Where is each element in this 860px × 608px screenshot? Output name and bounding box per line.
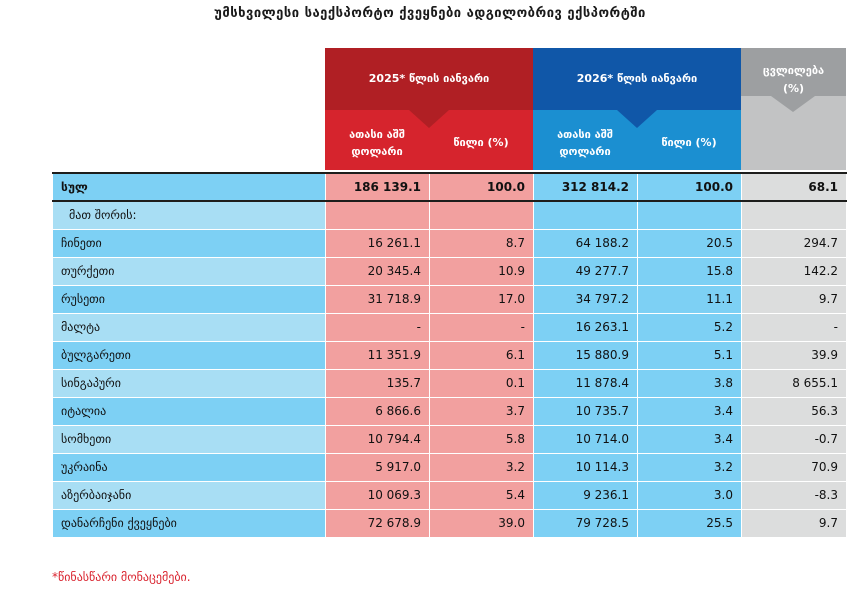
share-2025: 8.7	[430, 229, 534, 257]
table-row	[53, 229, 847, 257]
header-2025-share-col: წილი (%)	[453, 136, 509, 149]
table-row	[53, 201, 847, 229]
total-row	[53, 173, 847, 201]
table-row	[53, 257, 847, 285]
value-2026: 34 797.2	[534, 285, 638, 313]
value-2025: 11 351.9	[326, 341, 430, 369]
change-percent: 142.2	[742, 257, 847, 285]
share-2026: 3.4	[638, 397, 742, 425]
value-2026: 9 236.1	[534, 481, 638, 509]
share-2025: 5.4	[430, 481, 534, 509]
value-2026: 79 728.5	[534, 509, 638, 537]
share-2025	[430, 201, 534, 229]
row-label: უკრაინა	[53, 453, 326, 481]
value-2026: 312 814.2	[534, 173, 638, 201]
share-2026: 3.2	[638, 453, 742, 481]
value-2026: 64 188.2	[534, 229, 638, 257]
row-label: იტალია	[53, 397, 326, 425]
row-label: ბულგარეთი	[53, 341, 326, 369]
header-change	[741, 48, 846, 170]
row-label: სინგაპური	[53, 369, 326, 397]
share-2026: 25.5	[638, 509, 742, 537]
change-percent: 70.9	[742, 453, 847, 481]
row-label: თურქეთი	[53, 257, 326, 285]
table-row	[53, 369, 847, 397]
share-2026: 5.2	[638, 313, 742, 341]
header-2025	[325, 48, 533, 170]
row-label: აზერბაიჯანი	[53, 481, 326, 509]
value-2026: 10 114.3	[534, 453, 638, 481]
value-2025: 6 866.6	[326, 397, 430, 425]
value-2026: 11 878.4	[534, 369, 638, 397]
share-2026: 100.0	[638, 173, 742, 201]
footnote: *წინასწარი მონაცემები.	[52, 570, 191, 584]
change-percent	[742, 201, 847, 229]
change-percent: -0.7	[742, 425, 847, 453]
share-2025: -	[430, 313, 534, 341]
share-2025: 3.7	[430, 397, 534, 425]
change-percent: 9.7	[742, 285, 847, 313]
table-row	[53, 341, 847, 369]
table-row	[53, 453, 847, 481]
share-2025: 5.8	[430, 425, 534, 453]
row-label: სომხეთი	[53, 425, 326, 453]
header-2025-value-col: ათასი აშშ დოლარი	[349, 128, 405, 158]
table-row	[53, 313, 847, 341]
value-2025	[326, 201, 430, 229]
share-2025: 100.0	[430, 173, 534, 201]
header-2026-share-col: წილი (%)	[661, 136, 717, 149]
export-table	[52, 172, 847, 538]
value-2026: 49 277.7	[534, 257, 638, 285]
header-2026-label: 2026* წლის იანვარი	[576, 72, 698, 85]
row-label: დანარჩენი ქვეყნები	[53, 509, 326, 537]
table-row	[53, 425, 847, 453]
value-2026: 16 263.1	[534, 313, 638, 341]
share-2025: 3.2	[430, 453, 534, 481]
change-percent: 294.7	[742, 229, 847, 257]
change-percent: 68.1	[742, 173, 847, 201]
row-label: მალტა	[53, 313, 326, 341]
value-2026	[534, 201, 638, 229]
table-row	[53, 397, 847, 425]
share-2026: 11.1	[638, 285, 742, 313]
value-2025: 5 917.0	[326, 453, 430, 481]
table-title: უმსხვილესი საექსპორტო ქვეყნები ადგილობრივ ექსპორტში	[214, 6, 646, 21]
value-2025: 10 069.3	[326, 481, 430, 509]
table-row	[53, 285, 847, 313]
share-2025: 17.0	[430, 285, 534, 313]
change-percent: -8.3	[742, 481, 847, 509]
value-2026: 10 735.7	[534, 397, 638, 425]
value-2026: 15 880.9	[534, 341, 638, 369]
share-2025: 10.9	[430, 257, 534, 285]
header-2026	[533, 48, 741, 170]
share-2026: 5.1	[638, 341, 742, 369]
value-2025: 16 261.1	[326, 229, 430, 257]
table-row	[53, 481, 847, 509]
share-2026: 20.5	[638, 229, 742, 257]
share-2026: 15.8	[638, 257, 742, 285]
value-2025: -	[326, 313, 430, 341]
change-percent: -	[742, 313, 847, 341]
share-2026	[638, 201, 742, 229]
row-label: სულ	[53, 173, 326, 201]
header-change-label: ცვლილება (%)	[762, 64, 825, 95]
table-row	[53, 509, 847, 537]
value-2025: 10 794.4	[326, 425, 430, 453]
change-percent: 8 655.1	[742, 369, 847, 397]
change-percent: 56.3	[742, 397, 847, 425]
change-percent: 39.9	[742, 341, 847, 369]
value-2025: 20 345.4	[326, 257, 430, 285]
share-2026: 3.4	[638, 425, 742, 453]
header-2026-value-col: ათასი აშშ დოლარი	[557, 128, 613, 158]
value-2025: 31 718.9	[326, 285, 430, 313]
share-2025: 39.0	[430, 509, 534, 537]
share-2025: 0.1	[430, 369, 534, 397]
change-percent: 9.7	[742, 509, 847, 537]
row-label: რუსეთი	[53, 285, 326, 313]
share-2025: 6.1	[430, 341, 534, 369]
row-label: მათ შორის:	[53, 201, 326, 229]
value-2025: 186 139.1	[326, 173, 430, 201]
header-2025-label: 2025* წლის იანვარი	[368, 72, 490, 85]
row-label: ჩინეთი	[53, 229, 326, 257]
share-2026: 3.0	[638, 481, 742, 509]
value-2026: 10 714.0	[534, 425, 638, 453]
value-2025: 135.7	[326, 369, 430, 397]
value-2025: 72 678.9	[326, 509, 430, 537]
share-2026: 3.8	[638, 369, 742, 397]
